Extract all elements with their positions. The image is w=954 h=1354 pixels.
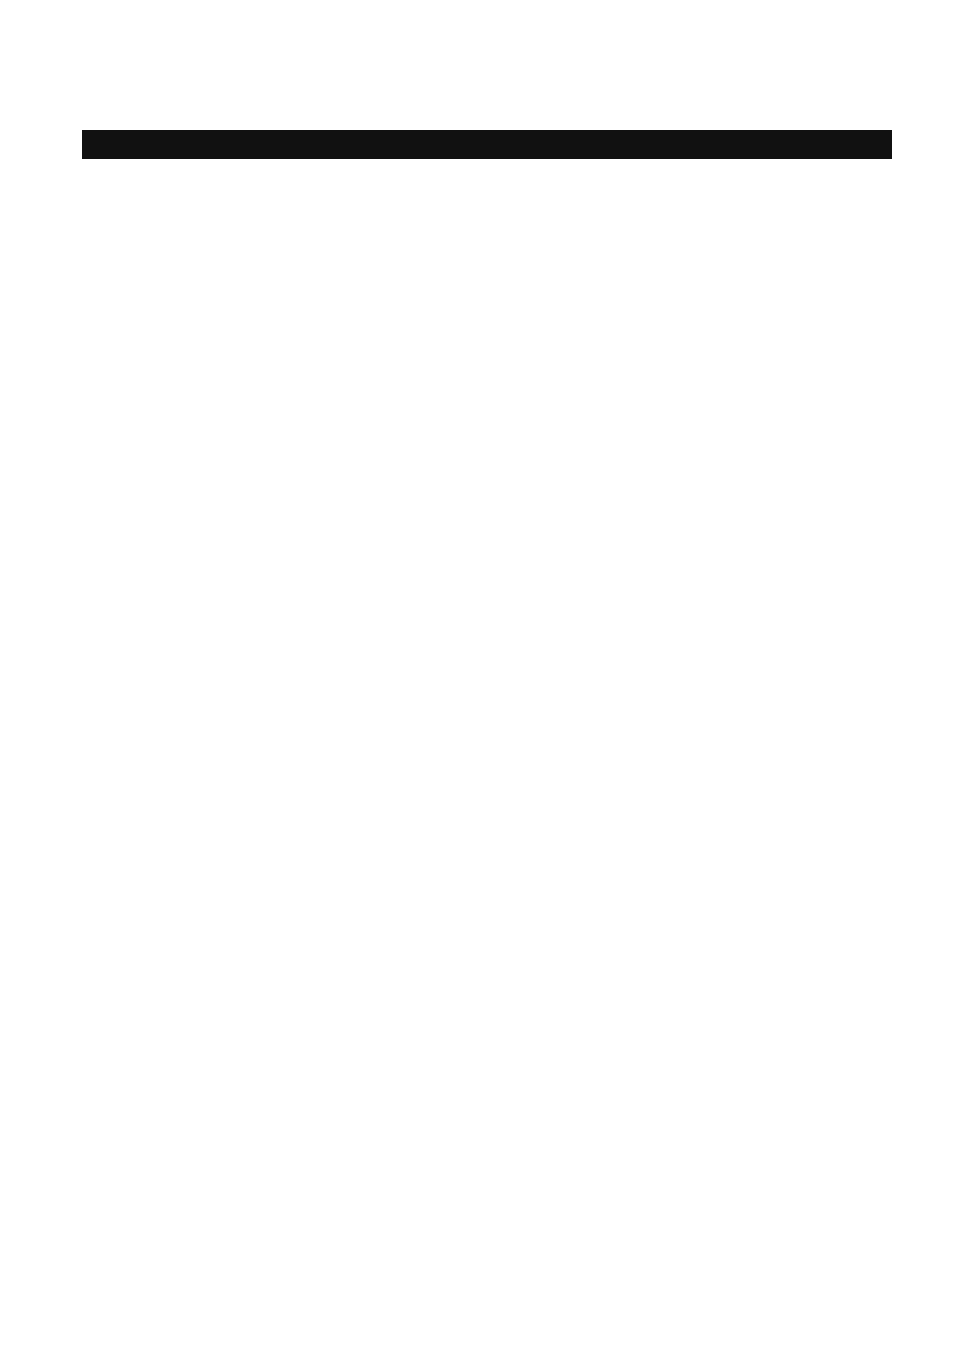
- page-content: [82, 107, 892, 170]
- page-header: [82, 46, 126, 76]
- important-section-bar: [82, 130, 892, 159]
